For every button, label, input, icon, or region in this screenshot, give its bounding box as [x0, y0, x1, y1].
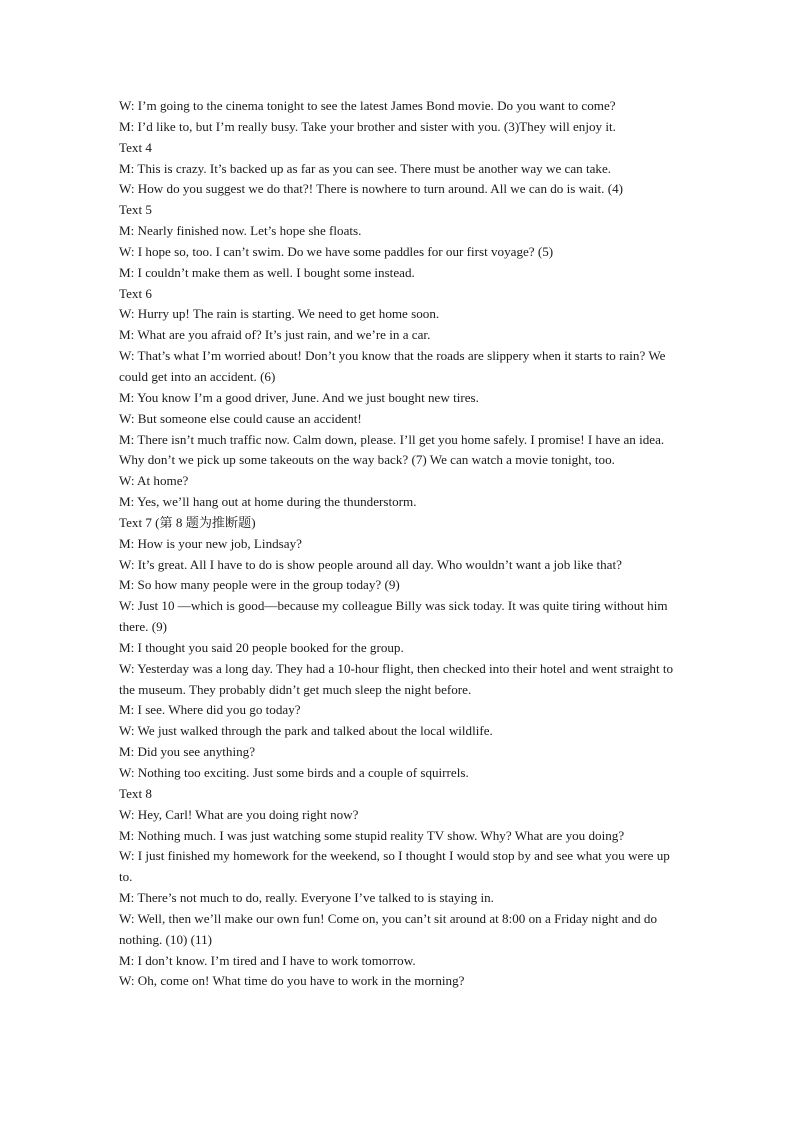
dialogue-line: W: I hope so, too. I can’t swim. Do we have some paddles for our first voyage? (5) [119, 243, 554, 259]
dialogue-line: M: So how many people were in the group today? (9) [119, 577, 400, 593]
section-heading: Text 6 [119, 285, 152, 301]
dialogue-line: M: I’d like to, but I’m really busy. Take your brother and sister with you. (3)They will enjoy it. [119, 118, 616, 134]
dialogue-line: W: I’m going to the cinema tonight to see the latest James Bond movie. Do you want to come? [119, 98, 616, 113]
dialogue-line: W: Hurry up! The rain is starting. We need to get home soon. [119, 306, 440, 322]
dialogue-line: M: I don’t know. I’m tired and I have to work tomorrow. [119, 952, 416, 968]
dialogue-line: M: Yes, we’ll hang out at home during the thunderstorm. [119, 494, 417, 510]
dialogue-line: M: How is your new job, Lindsay? [119, 535, 302, 551]
dialogue-line: W: Oh, come on! What time do you have to work in the morning? [119, 973, 465, 989]
dialogue-line: W: That’s what I’m worried about! Don’t you know that the roads are slippery when it starts to rain? We could get into an accident. (6) [119, 348, 666, 384]
dialogue-line: M: This is crazy. It’s backed up as far as you can see. There must be another way we can take. [119, 160, 612, 176]
section-heading: Text 7 (第 8 题为推断题) [119, 514, 256, 530]
section-heading: Text 8 [119, 785, 152, 801]
dialogue-line: W: Well, then we’ll make our own fun! Come on, you can’t sit around at 8:00 on a Friday night and do nothing. (10) (11) [119, 910, 657, 947]
dialogue-line: M: What are you afraid of? It’s just rain, and we’re in a car. [119, 327, 431, 343]
section-heading: Text 5 [119, 202, 152, 218]
dialogue-line: M: I thought you said 20 people booked for the group. [119, 639, 404, 655]
dialogue-line: W: I just finished my homework for the weekend, so I thought I would stop by and see what you were up to. [119, 848, 670, 885]
dialogue-line: M: You know I’m a good driver, June. And we just bought new tires. [119, 389, 479, 405]
dialogue-line: W: How do you suggest we do that?! There is nowhere to turn around. All we can do is wait. (4) [119, 181, 623, 197]
transcript-page [119, 96, 681, 992]
dialogue-line: W: Hey, Carl! What are you doing right now? [119, 806, 359, 822]
dialogue-line: W: Just 10 —which is good—because my colleague Billy was sick today. It was quite tiring without him there. (9) [119, 598, 668, 635]
dialogue-line: M: Did you see anything? [119, 744, 256, 760]
dialogue-line: W: Yesterday was a long day. They had a 10-hour flight, then checked into their hotel and went straight to the museum. They probably didn’t get much sleep the night before. [119, 660, 674, 697]
dialogue-line: M: Nothing much. I was just watching some stupid reality TV show. Why? What are you doing? [119, 827, 625, 843]
dialogue-line: W: But someone else could cause an accident! [119, 410, 362, 426]
dialogue-line: M: I couldn’t make them as well. I bought some instead. [119, 264, 415, 280]
dialogue-line: M: There’s not much to do, really. Everyone I’ve talked to is staying in. [119, 890, 494, 906]
dialogue-line: W: Nothing too exciting. Just some birds and a couple of squirrels. [119, 765, 469, 780]
dialogue-line: W: At home? [119, 473, 189, 489]
section-heading: Text 4 [119, 139, 152, 155]
dialogue-line: W: We just walked through the park and talked about the local wildlife. [119, 723, 493, 739]
dialogue-line: M: There isn’t much traffic now. Calm down, please. I’ll get you home safely. I promise! I have an idea. Why don’t we pick up some takeouts on the way back? (7) We can watch a movie tonight, too. [119, 431, 665, 468]
dialogue-line: M: I see. Where did you go today? [119, 702, 301, 718]
dialogue-line: W: It’s great. All I have to do is show people around all day. Who wouldn’t want a job like that? [119, 556, 622, 572]
dialogue-line: M: Nearly finished now. Let’s hope she floats. [119, 223, 362, 239]
